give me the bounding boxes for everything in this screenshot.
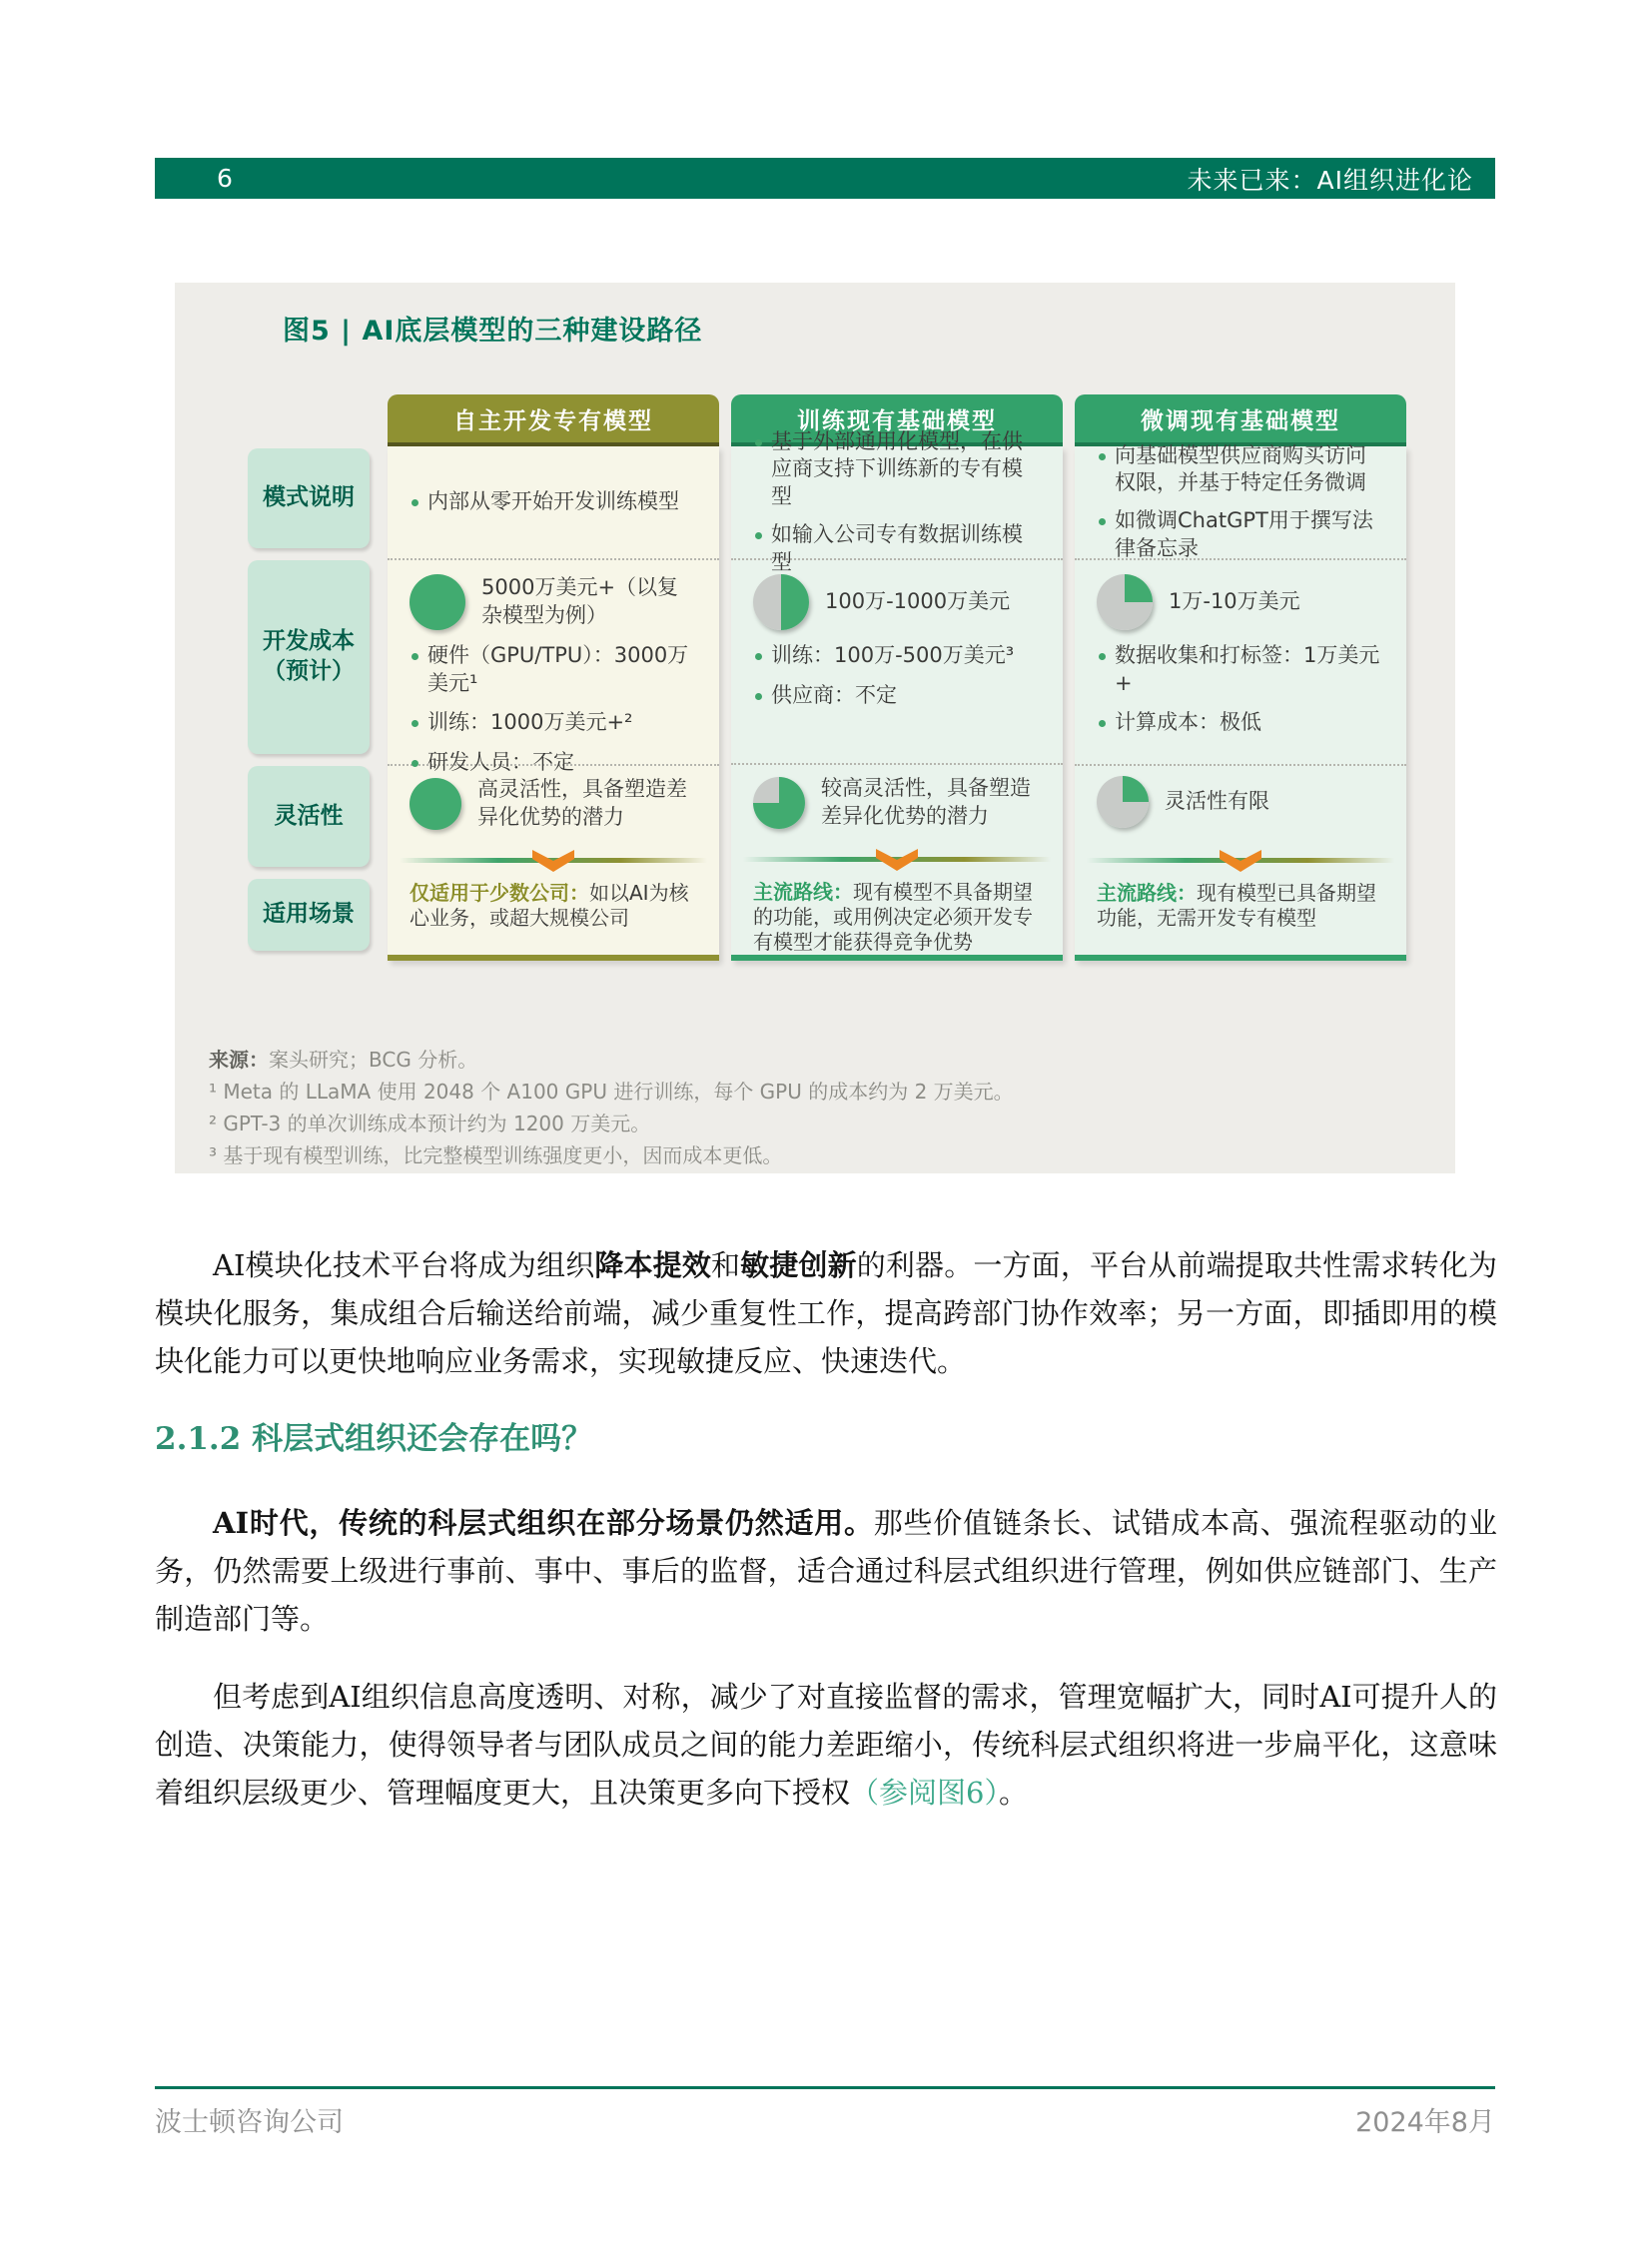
bullet: 计算成本：极低 [1097, 709, 1384, 737]
section-heading-212: 2.1.2 科层式组织还会存在吗？ [155, 1421, 593, 1457]
bullet: 供应商：不定 [753, 682, 1041, 710]
figure-6-reference-link[interactable]: （参阅图6） [850, 1776, 999, 1810]
down-chevron-icon [528, 848, 578, 874]
p2-text: 那些价值链条长、试错成本高、强流程驱动的业务，仍然需要上级进行事前、事中、事后的监督，适合通过科层式组织进行管理，例如供应链部门、生产制造部门等。 [155, 1506, 1497, 1636]
flex-text: 较高灵活性，具备塑造差异化优势的潜力 [821, 776, 1031, 829]
source-text: 案头研究；BCG 分析。 [269, 1048, 478, 1072]
row-label-cost [248, 560, 370, 754]
cell-cost-col2 [731, 558, 1063, 763]
p1-text: AI模块化技术平台将成为组织 [213, 1248, 595, 1282]
footer-company: 波士顿咨询公司 [155, 2107, 344, 2138]
page-header-bar [155, 158, 1495, 199]
bullet: 数据收集和打标签：1万美元+ [1097, 642, 1384, 697]
divider-arrow [743, 844, 1051, 876]
paragraph-1 [155, 1241, 1497, 1385]
cell-mode-col2 [731, 428, 1063, 574]
scene-lead: 主流路线： [753, 880, 853, 904]
cell-scene-col3 [1075, 877, 1406, 955]
down-chevron-icon [872, 847, 922, 873]
cell-cost-col3 [1075, 558, 1406, 764]
p1-text: 的利器。一方面，平台从前端提取共性需求转化为模块化服务，集成组合后输送给前端，减少重复性工作，提高跨部门协作效率；另一方面，即插即用的模块化能力可以更快地响应业务需求，实现敏捷反应、快速迭代。 [155, 1248, 1497, 1378]
column-finetune-existing [1075, 442, 1406, 961]
cell-flex-col2 [731, 763, 1063, 876]
bullet: 训练：1000万美元+² [410, 709, 697, 737]
report-title: 未来已来：AI组织进化论 [1187, 165, 1473, 195]
flex-text: 高灵活性，具备塑造差异化优势的潜力 [477, 777, 687, 829]
flex-pie-three-quarter-icon [753, 777, 805, 829]
column-header-self-develop: 自主开发专有模型 [388, 394, 719, 446]
cell-flex-col1 [388, 764, 719, 877]
page-number: 6 [217, 164, 233, 193]
footnote-1: ¹ Meta 的 LLaMA 使用 2048 个 A100 GPU 进行训练，每个 GPU 的成本约为 2 万美元。 [209, 1080, 1014, 1104]
cost-headline: 1万-10万美元 [1169, 589, 1300, 614]
row-label-cost-line1: 开发成本 [263, 628, 355, 655]
divider-arrow [1087, 845, 1394, 877]
bullet: 如微调ChatGPT用于撰写法律备忘录 [1097, 507, 1384, 562]
column-header-train-existing: 训练现有基础模型 [731, 394, 1063, 446]
column-self-develop [388, 446, 719, 961]
p3-text-end: 。 [998, 1776, 1028, 1810]
cell-scene-col1 [388, 877, 719, 955]
flex-text: 灵活性有限 [1165, 789, 1269, 814]
scene-text: 现有模型已具备期望功能，无需开发专有模型 [1097, 881, 1376, 930]
bullet: 如输入公司专有数据训练模型 [753, 521, 1041, 576]
cell-flex-col3 [1075, 764, 1406, 877]
down-chevron-icon [1216, 848, 1265, 874]
bullet: 研发人员：不定 [410, 749, 697, 777]
figure-table [248, 394, 1406, 961]
flex-pie-quarter-icon [1097, 776, 1149, 828]
row-label-mode: 模式说明 [248, 448, 370, 548]
figure-notes [209, 1044, 1014, 1171]
paragraph-2 [155, 1499, 1497, 1643]
flex-pie-full-icon [410, 778, 461, 830]
p1-bold-1: 降本提效 [594, 1248, 711, 1282]
body-text [155, 1241, 1497, 1847]
cell-cost-col1 [388, 558, 719, 775]
row-label-cost-line2: （预计） [263, 658, 355, 684]
column-header-finetune-existing: 微调现有基础模型 [1075, 394, 1406, 446]
cost-pie-half-icon [753, 574, 809, 630]
row-label-scenario: 适用场景 [248, 879, 370, 951]
cost-headline: 5000万美元+（以复杂模型为例） [481, 575, 679, 627]
cost-headline: 100万-1000万美元 [825, 589, 1011, 614]
bullet: 内部从零开始开发训练模型 [410, 488, 697, 516]
figure-5-card [175, 283, 1455, 1173]
divider-arrow [400, 845, 707, 877]
p3-text: 但考虑到AI组织信息高度透明、对称，减少了对直接监督的需求，管理宽幅扩大，同时AI可提升人的创造、决策能力，使得领导者与团队成员之间的能力差距缩小，传统科层式组织将进一步扁平化，这意味着组织层级更少、管理幅度更大，且决策更多向下授权 [155, 1680, 1497, 1810]
scene-lead: 主流路线： [1097, 881, 1197, 905]
source-line [209, 1044, 1014, 1076]
footer-date: 2024年8月 [1355, 2107, 1495, 2138]
cell-scene-col2 [731, 876, 1063, 955]
cost-pie-quarter-icon [1097, 574, 1153, 630]
paragraph-3 [155, 1673, 1497, 1817]
bullet: 基于外部通用化模型，在供应商支持下训练新的专有模型 [753, 428, 1041, 511]
footnote-3: ³ 基于现有模型训练，比完整模型训练强度更小，因而成本更低。 [209, 1143, 783, 1167]
bullet: 训练：100万-500万美元³ [753, 642, 1041, 670]
row-label-flexibility: 灵活性 [248, 766, 370, 867]
column-train-existing [731, 428, 1063, 961]
bullet: 硬件（GPU/TPU）：3000万美元¹ [410, 642, 697, 697]
scene-text: 现有模型不具备期望的功能，或用例决定必须开发专有模型才能获得竞争优势 [753, 880, 1033, 954]
page-footer [155, 2100, 1495, 2139]
bullet: 向基础模型供应商购买访问权限，并基于特定任务微调 [1097, 442, 1384, 497]
p1-text: 和 [710, 1248, 741, 1282]
cell-mode-col1 [388, 446, 719, 558]
cell-mode-col3 [1075, 442, 1406, 560]
scene-text: 如以AI为核心业务，或超大规模公司 [410, 881, 689, 930]
source-label: 来源： [209, 1048, 269, 1072]
scene-lead: 仅适用于少数公司： [410, 881, 589, 905]
cost-pie-full-icon [410, 574, 465, 630]
p2-bold-lead: AI时代，传统的科层式组织在部分场景仍然适用。 [213, 1506, 874, 1540]
footnote-2: ² GPT-3 的单次训练成本预计约为 1200 万美元。 [209, 1112, 651, 1135]
figure-title: 图5 | AI底层模型的三种建设路径 [283, 316, 703, 347]
footer-divider-line [155, 2086, 1495, 2089]
p1-bold-2: 敏捷创新 [740, 1248, 857, 1282]
